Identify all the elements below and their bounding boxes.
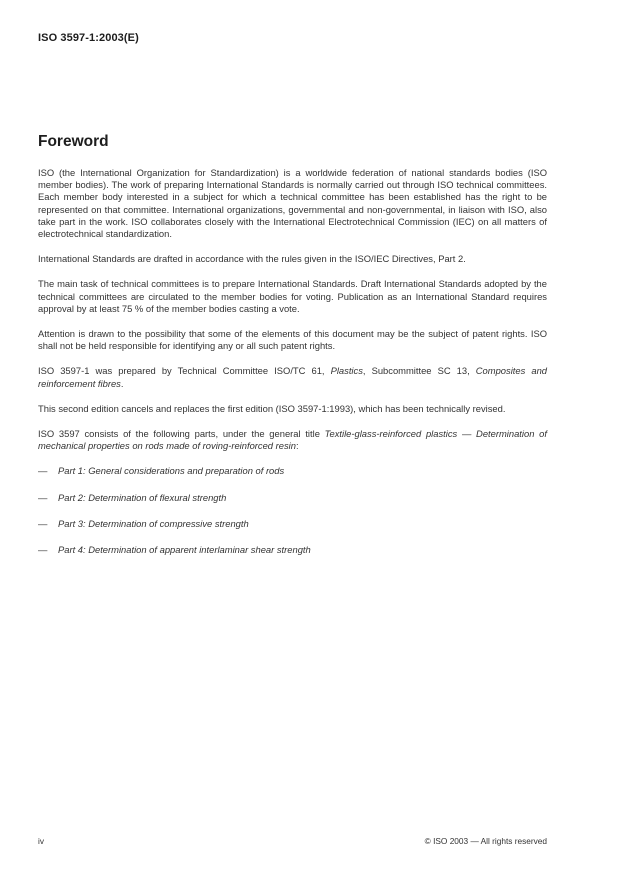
list-item-part-4: [38, 544, 547, 556]
list-dash: —: [38, 491, 48, 503]
list-dash: —: [38, 465, 48, 477]
foreword-paragraph-parts-intro: ISO 3597 consists of the following parts, under the general title Textile-glass-reinforced plastics — Determination of mechanical properties on rods made of roving-reinforced resin:: [38, 428, 547, 452]
list-item-text: Part 1: General considerations and preparation of rods: [58, 465, 285, 477]
list-item-text: Part 2: Determination of flexural strength: [58, 491, 227, 503]
foreword-paragraph-directives: International Standards are drafted in accordance with the rules given in the ISO/IEC Directives, Part 2.: [38, 253, 466, 265]
list-item-text: Part 4: Determination of apparent interlaminar shear strength: [58, 544, 311, 556]
parts-list: [38, 465, 547, 556]
foreword-paragraph-iso-federation: ISO (the International Organization for Standardization) is a worldwide federation of national standards bodies (ISO member bodies). The work of preparing International Standards is normally carried out through ISO technical committees. Each member body interested in a subject for which a technical committee has been established has the right to be represented on that committee. International organizations, governmental and non-governmental, in liaison with ISO, also take part in the work. ISO collaborates closely with the International Electrotechnical Commission (IEC) on all matters of electrotechnical standardization.: [38, 167, 547, 240]
list-dash: —: [38, 544, 48, 556]
foreword-paragraph-main-task: The main task of technical committees is to prepare International Standards. Draft International Standards adopted by the technical committees are circulated to the member bodies for voting. Publication as an International Standard requires approval by at least 75 % of the member bodies casting a vote.: [38, 278, 547, 314]
copyright-notice: © ISO 2003 — All rights reserved: [424, 836, 547, 846]
page-number: iv: [38, 836, 44, 846]
foreword-paragraph-committee: ISO 3597-1 was prepared by Technical Committee ISO/TC 61, Plastics, Subcommittee SC 13, Composites and reinforcement fibres.: [38, 365, 547, 389]
list-item-part-2: [38, 492, 547, 504]
page-footer: [38, 836, 547, 846]
foreword-body: [38, 167, 547, 570]
foreword-title: Foreword: [38, 133, 109, 150]
list-item-part-3: [38, 518, 547, 530]
list-item-text: Part 3: Determination of compressive strength: [58, 517, 249, 529]
list-item-part-1: [38, 465, 547, 477]
foreword-paragraph-second-edition: This second edition cancels and replaces the first edition (ISO 3597-1:1993), which has been technically revised.: [38, 402, 506, 414]
doc-number-header: ISO 3597-1:2003(E): [38, 32, 139, 44]
foreword-paragraph-patent-rights: Attention is drawn to the possibility that some of the elements of this document may be the subject of patent rights. ISO shall not be held responsible for identifying any or all such patent rights.: [38, 328, 547, 352]
list-dash: —: [38, 517, 48, 529]
